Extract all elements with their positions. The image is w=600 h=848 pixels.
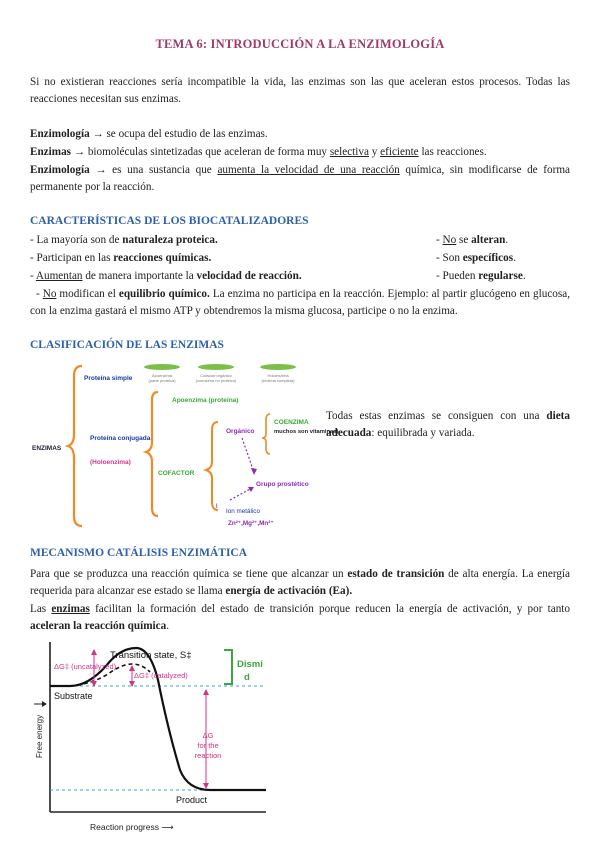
page-title: TEMA 6: INTRODUCCIÓN A LA ENZIMOLOGÍA [155, 37, 445, 51]
apoenzyme-shape [144, 364, 180, 370]
text: se [456, 234, 472, 246]
definition-text: se ocupa del estudio de las enzimas. [106, 128, 268, 140]
legend-label: (coenzima no proteico) [195, 378, 237, 383]
y-axis-label: Free energy [35, 714, 44, 758]
for-the-label: for the [197, 741, 219, 750]
definition-text: química, sin modificarse de forma permanente por la reacción. [30, 164, 571, 193]
definition-text: y [371, 146, 378, 158]
underlined-word: Aumentan [35, 270, 83, 282]
reaction-label: reaction [194, 751, 222, 760]
underlined-phrase: aumenta la velocidad de una reacción [217, 164, 400, 176]
holoenzima-label: (Holoenzima) [90, 459, 131, 466]
text: . [166, 620, 169, 632]
legend-label: (enzima completa) [261, 378, 295, 383]
feature-left-1 [30, 232, 218, 249]
arrow-icon: → [95, 164, 107, 176]
text: . [513, 252, 516, 264]
i-mark: I [216, 504, 218, 510]
main-brace [68, 366, 82, 526]
definition-enzimas [30, 144, 570, 161]
bold-text: energía de activación (Ea). [225, 585, 353, 597]
bold-text: estado de transición [347, 568, 445, 580]
cofactor-shape [198, 364, 234, 370]
bold-text: dieta adecuada [326, 410, 570, 439]
bold-text: regularse [478, 270, 523, 282]
coenzima-brace [262, 414, 270, 454]
x-axis-label: Reaction progress ⟶ [90, 822, 174, 832]
dismi-label: Dismi [237, 659, 263, 670]
energy-diagram-svg [30, 640, 280, 840]
text: - Son [436, 252, 463, 264]
marker-head [42, 701, 47, 707]
term: Enzimología [30, 128, 90, 140]
bold-text: reacciones químicas. [113, 252, 212, 264]
coenzima-sub-label: muchos son vitaminas) [274, 429, 339, 435]
arrow-head [203, 783, 209, 789]
definition-enzimologia [30, 126, 570, 143]
dashed-arrow-2 [230, 488, 252, 500]
legend-label: Holoenzima [267, 373, 289, 378]
cofactor-label: COFACTOR [158, 470, 195, 477]
transition-state-label: Transition state, S‡ [110, 650, 192, 661]
text: - [436, 234, 443, 246]
text: . [522, 270, 526, 282]
underlined-word: eficiente [380, 146, 419, 158]
product-label: Product [176, 795, 208, 805]
enzimas-label: ENZIMAS [32, 445, 62, 452]
legend-label: Cofactor orgánico [200, 373, 232, 378]
bold-text: alteran [471, 234, 506, 246]
classification-diagram-svg [30, 362, 339, 532]
definition-enzimologia-2 [30, 162, 570, 196]
substrate-label: Substrate [54, 691, 93, 701]
legend-label: Apoenzima [151, 373, 173, 378]
bold-text: equilibrio químico. [118, 288, 210, 300]
section-heading-clasificacion: CLASIFICACIÓN DE LAS ENZIMAS [30, 339, 224, 351]
text: Las [30, 603, 52, 615]
feature-right-3 [436, 268, 526, 285]
dg-uncat-label: ΔG‡ (uncatalyzed) [54, 662, 117, 671]
mecanismo-paragraph-2 [30, 601, 570, 635]
bold-text: naturaleza proteica. [122, 234, 218, 246]
organico-label: Orgánico [226, 428, 255, 435]
green-bracket [224, 650, 232, 684]
feature-right-2 [436, 250, 516, 267]
arrow-head [91, 649, 97, 655]
arrow-icon: → [92, 128, 104, 140]
dg-label: ΔG [202, 731, 214, 740]
dg-cat-label: ΔG‡ (catalyzed) [134, 671, 188, 680]
intro-paragraph: Si no existieran reacciones sería incompatible la vida, las enzimas son las que aceleran estos procesos. Todas las reacciones necesitan sus enzimas. [30, 76, 570, 105]
proteina-conjugada-line: Proteína conjugada [90, 435, 151, 442]
coenzima-label: COENZIMA [274, 419, 309, 426]
dashed-arrow [242, 438, 254, 472]
proteina-conjugada-label [90, 435, 151, 442]
text: . [505, 234, 509, 246]
text: - La mayoría son de [30, 234, 123, 246]
definition-text: las reacciones. [421, 146, 487, 158]
arrow-head [251, 468, 257, 475]
feature-equilibrio [30, 286, 573, 320]
cofactor-brace [206, 422, 218, 510]
text: - Pueden [436, 270, 479, 282]
mecanismo-paragraph-1 [30, 566, 570, 600]
legend-label: (parte proteica) [148, 378, 176, 383]
holoenzyme-shape [260, 364, 296, 370]
definition-text: biomoléculas sintetizadas que aceleran de forma muy [87, 146, 328, 158]
text: Todas estas enzimas se consiguen con una [326, 410, 547, 422]
underlined-word: selectiva [329, 146, 369, 158]
text: de alta energía. La energía requerida para alcanzar ese estado se llama [30, 568, 571, 597]
text: La enzima no participa en la reacción. Ejemplo: al partir glucógeno en glucosa, con la enzima gastará el mismo ATP y obtendremos la misma glucosa, participe o no la enzima. [30, 288, 573, 317]
proteina-simple-label: Proteína simple [84, 375, 133, 382]
text: - Participan en las [30, 252, 114, 264]
energy-diagram [30, 640, 280, 840]
arrow-head [91, 681, 97, 687]
bold-text: aceleran la reacción química [30, 620, 167, 632]
section-heading-mecanismo: MECANISMO CATÁLISIS ENZIMÁTICA [30, 547, 248, 559]
arrow-head [203, 689, 209, 695]
ions-label: Zn²⁺,Mg²⁺,Mn²⁺ [228, 520, 274, 527]
arrow-icon: → [73, 146, 86, 158]
bold-text: velocidad de reacción. [196, 270, 302, 282]
text: de manera importante la [82, 270, 197, 282]
underlined-word: No [42, 288, 57, 300]
grupo-prostetico-label: Grupo prostético [256, 481, 309, 488]
text: - [30, 270, 36, 282]
text: modifican el [56, 288, 119, 300]
feature-left-2 [30, 250, 211, 267]
definition-text: es una sustancia que [112, 164, 212, 176]
dieta-note [326, 408, 570, 442]
bold-text: específicos [462, 252, 514, 264]
classification-diagram [30, 362, 339, 532]
underlined-bold-word: enzimas [51, 603, 90, 615]
text: : equilibrada y variada. [371, 427, 475, 439]
term: Enzimología [30, 164, 90, 176]
feature-left-3 [30, 268, 302, 285]
text: facilitan la formación del estado de transición porque reducen la energía de activación, y por tanto [89, 603, 570, 615]
term: Enzimas [30, 146, 72, 158]
text: Para que se produzca una reacción química se tiene que alcanzar un [30, 568, 348, 580]
underlined-word: No [442, 234, 457, 246]
conjugada-brace [146, 392, 158, 516]
dismi-label-2: d [244, 672, 250, 683]
section-heading-caracteristicas: CARACTERÍSTICAS DE LOS BIOCATALIZADORES [30, 215, 309, 227]
text: - [30, 288, 43, 300]
apoenzima-label: Apoenzima (proteína) [172, 397, 239, 404]
feature-right-1 [436, 232, 508, 249]
ion-metalico-label: Ion metálico [226, 508, 260, 515]
